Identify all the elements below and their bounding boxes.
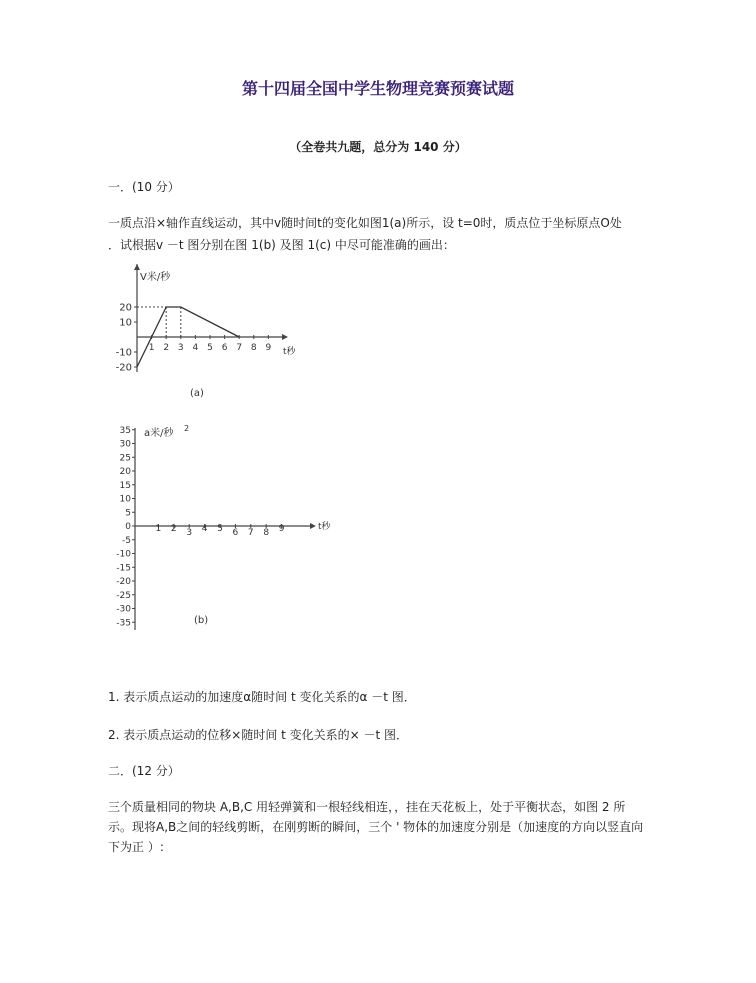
- fig-a-x-tick-label: 5: [207, 343, 213, 353]
- fig-b-y-tick-label: -20: [116, 577, 131, 587]
- q2-body-line2: 示。现将A,B之间的轻线剪断，在刚剪断的瞬间，三个 ' 物体的加速度分别是（加速度的方向以竖直向: [108, 820, 644, 834]
- fig-b-x-tick-label: 7: [247, 528, 254, 538]
- fig-b-y-tick-label: 30: [119, 439, 131, 450]
- q1-item-2: 2. 表示质点运动的位移×随时间 t 变化关系的× －t 图．: [108, 728, 409, 742]
- fig-b-y-tick-label: -5: [122, 535, 131, 546]
- q2-heading: 二．(12 分）: [108, 764, 180, 778]
- fig-b-caption: (b): [194, 615, 209, 626]
- fig-b-y-tick-label: 5: [125, 508, 131, 519]
- q2-body-line1: 三个质量相同的物块 A,B,C 用轻弹簧和一根轻线相连，，挂在天花板上，处于平衡状态，如图 2 所: [108, 800, 626, 814]
- fig-a-y-tick-label: -10: [115, 347, 132, 359]
- figure-a-vt-graph: [110, 262, 310, 412]
- figure-b-at-graph: [110, 422, 340, 637]
- fig-a-ylabel: V米/秒: [140, 272, 171, 283]
- fig-b-y-tick-label: 20: [119, 467, 131, 477]
- fig-b-x-tick-label: 6: [232, 528, 239, 538]
- fig-b-y-tick-label: 10: [119, 494, 131, 505]
- paper-subtitle: （全卷共九题，总分为 140 分）: [289, 140, 467, 154]
- fig-b-x-tick-label: 2: [170, 524, 177, 534]
- fig-b-ylabel-sup: 2: [184, 424, 190, 433]
- fig-a-caption: (a): [190, 388, 204, 399]
- q1-heading: 一．(10 分）: [108, 180, 180, 194]
- fig-b-y-tick-label: -35: [116, 618, 131, 629]
- fig-b-x-arrow: [310, 523, 316, 529]
- fig-b-y-tick-label: 0: [125, 522, 131, 532]
- fig-a-y-tick-label: 10: [119, 317, 132, 329]
- fig-a-x-tick-label: 1: [148, 343, 155, 353]
- fig-b-x-tick-label: 8: [263, 528, 270, 538]
- fig-a-y-tick-label: -20: [115, 362, 132, 374]
- fig-b-xlabel: t秒: [318, 522, 331, 532]
- fig-b-x-tick-label: 3: [186, 528, 193, 538]
- fig-b-x-tick-label: 9: [278, 524, 285, 534]
- fig-a-x-tick-label: 4: [192, 343, 199, 353]
- fig-a-xlabel: t秒: [283, 347, 296, 357]
- q1-body-line1: 一质点沿×轴作直线运动，其中v随时间t的变化如图1(a)所示，设 t=0时，质点位于坐标原点O处: [108, 216, 622, 230]
- fig-b-y-tick-label: -10: [116, 549, 131, 560]
- fig-b-y-tick-label: 35: [119, 425, 131, 436]
- q1-item-1: 1. 表示质点运动的加速度α随时间 t 变化关系的α －t 图．: [108, 690, 416, 704]
- fig-a-x-tick-label: 8: [250, 343, 257, 353]
- fig-a-y-arrow: [134, 264, 140, 270]
- fig-b-x-tick-label: 5: [217, 524, 223, 534]
- q2-body-line3: 下为正 ）:: [108, 840, 164, 854]
- fig-b-x-tick-label: 4: [201, 524, 208, 534]
- fig-a-x-tick-label: 6: [221, 343, 228, 353]
- fig-b-y-tick-label: 15: [119, 480, 131, 491]
- q1-body-line2: ．试根据v －t 图分别在图 1(b) 及图 1(c) 中尽可能准确的画出：: [108, 238, 455, 252]
- fig-a-x-tick-label: 2: [163, 343, 170, 353]
- paper-title: 第十四届全国中学生物理竞赛预赛试题: [241, 79, 514, 98]
- fig-a-x-tick-label: 7: [236, 343, 243, 353]
- fig-b-y-tick-label: 25: [119, 453, 131, 464]
- fig-b-y-tick-label: -30: [116, 604, 131, 615]
- fig-b-y-tick-label: -15: [116, 563, 131, 574]
- fig-a-x-tick-label: 9: [265, 343, 272, 353]
- fig-a-x-tick-label: 3: [177, 343, 184, 353]
- fig-a-y-tick-label: 20: [119, 302, 132, 314]
- fig-b-y-tick-label: -25: [116, 590, 131, 601]
- fig-a-x-arrow: [282, 334, 288, 340]
- fig-b-ylabel: a米/秒: [144, 428, 174, 439]
- fig-b-x-tick-label: 1: [155, 524, 162, 534]
